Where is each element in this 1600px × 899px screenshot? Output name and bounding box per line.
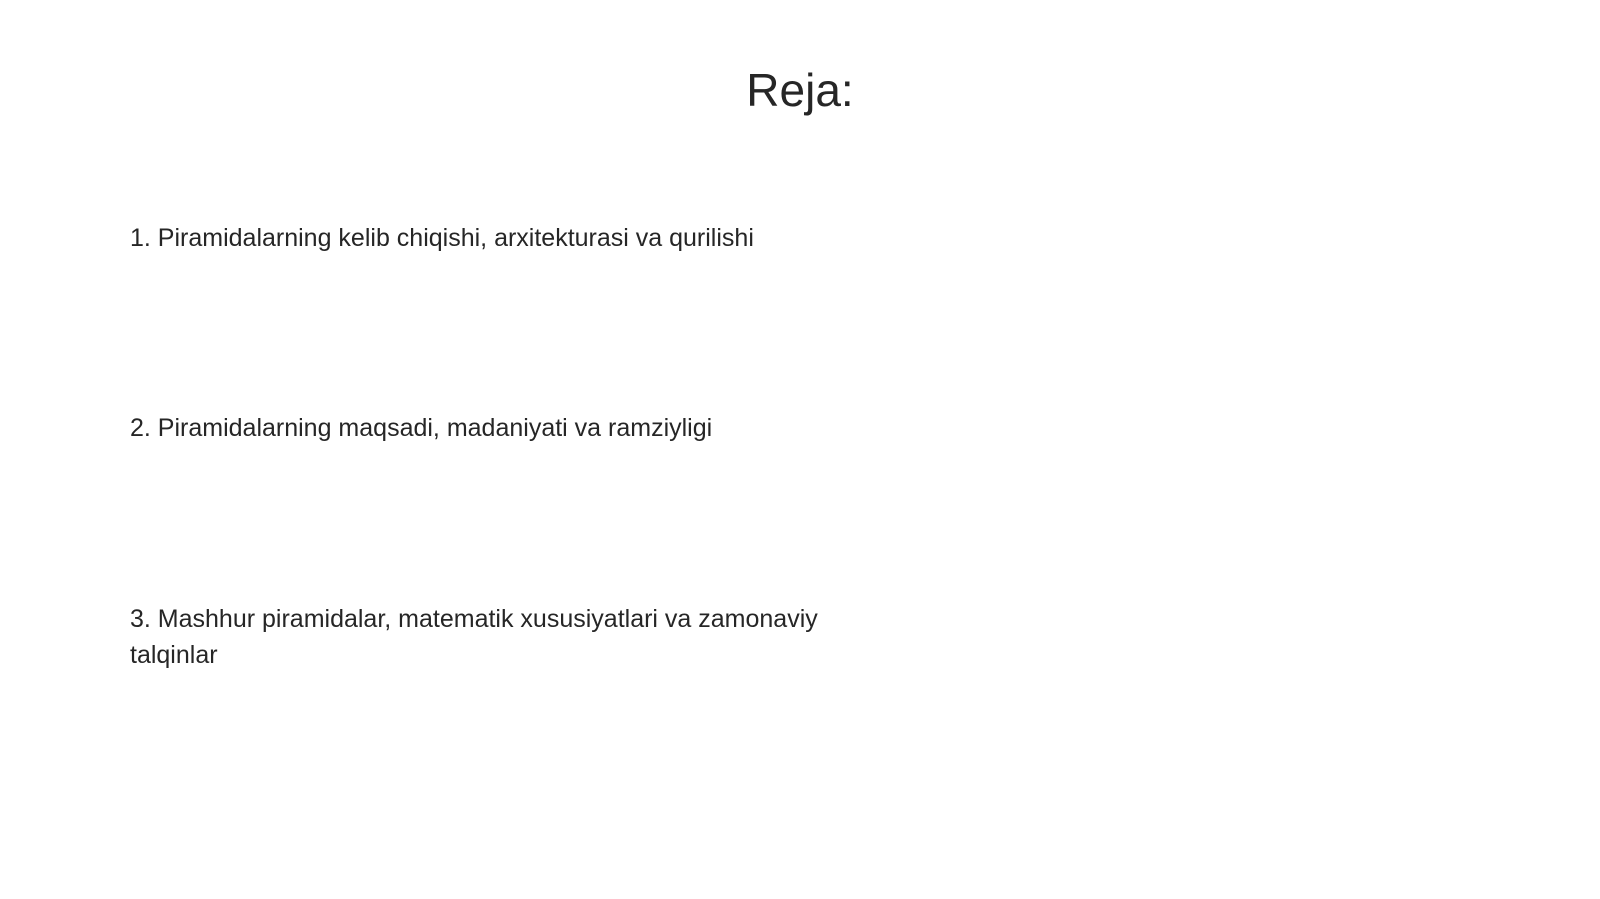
plan-item-2: 2. Piramidalarning maqsadi, madaniyati va ramziyligi: [130, 414, 713, 442]
plan-item-1: 1. Piramidalarning kelib chiqishi, arxitekturasi va qurilishi: [130, 224, 754, 252]
plan-item-3: 3. Mashhur piramidalar, matematik xususiyatlari va zamonaviy talqinlar: [130, 605, 818, 669]
slide-title: Reja:: [746, 64, 854, 116]
